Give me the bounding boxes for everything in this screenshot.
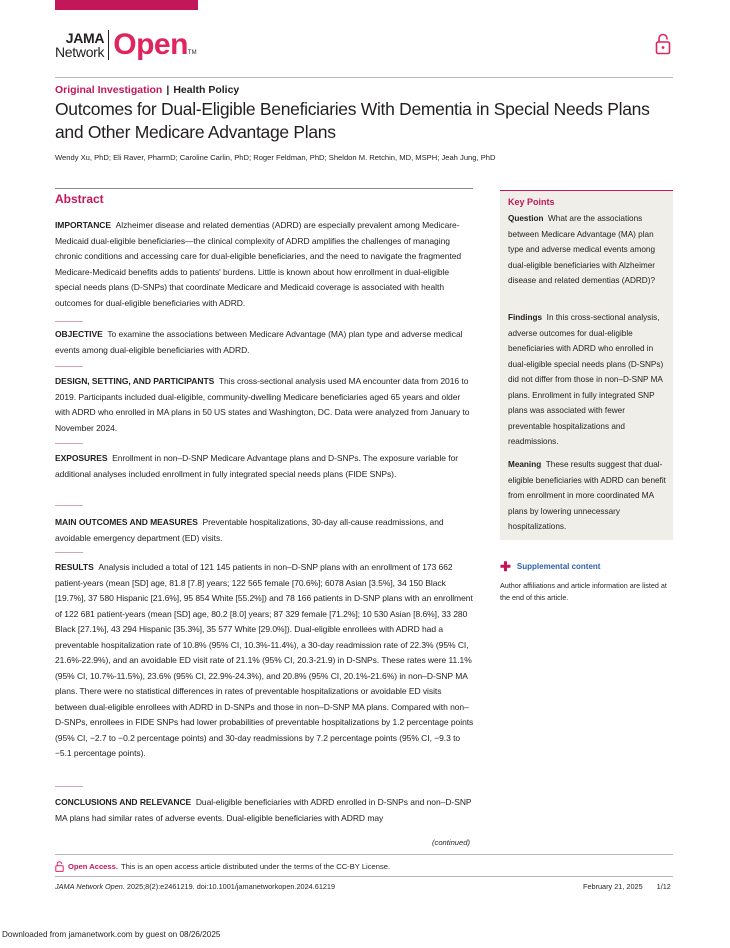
key-point-label: Meaning	[508, 460, 542, 469]
lock-open-icon	[55, 861, 64, 872]
supplemental-content-link[interactable]	[500, 560, 600, 573]
footer-top-rule	[55, 854, 673, 855]
section-divider	[55, 321, 83, 322]
author-list: Wendy Xu, PhD; Eli Raver, PharmD; Caroline Carlin, PhD; Roger Feldman, PhD; Sheldon M. Retchin, MD, MSPH; Jeah Jung, PhD	[55, 153, 496, 162]
key-point-label: Question	[508, 214, 544, 223]
logo-divider	[108, 30, 109, 60]
abstract-rule	[55, 188, 473, 189]
article-type[interactable]: Original Investigation	[55, 84, 163, 96]
key-point-text: What are the associations between Medicare Advantage (MA) plan type and adverse medical events among dual-eligible beneficiaries with Alzheimer disease and related dementias (ADRD)?	[508, 214, 656, 285]
section-label: CONCLUSIONS AND RELEVANCE	[55, 797, 192, 807]
section-divider	[55, 505, 83, 506]
logo-network-text: Network	[55, 44, 105, 60]
footer-citation-text: 2025;8(2):e2461219. doi:10.1001/jamanetworkopen.2024.61219	[126, 882, 336, 891]
footer-date-page	[583, 882, 671, 891]
continued-note: (continued)	[432, 838, 470, 847]
key-point-question	[508, 211, 668, 289]
section-divider	[55, 366, 83, 367]
key-point-text: These results suggest that dual-eligible beneficiaries with ADRD can benefit from enrollment in more coordinated MA plans by lowering unnecessary hospitalizations.	[508, 460, 666, 531]
article-title: Outcomes for Dual-Eligible Beneficiaries With Dementia in Special Needs Plans and Other Medicare Advantage Plans	[55, 99, 650, 142]
footer-page: 1/12	[656, 882, 671, 891]
section-label: DESIGN, SETTING, AND PARTICIPANTS	[55, 376, 215, 386]
open-access-line	[55, 861, 390, 872]
footer-date: February 21, 2025	[583, 882, 643, 891]
footer-rule	[55, 876, 673, 877]
section-separator: |	[166, 84, 170, 96]
section-label: EXPOSURES	[55, 453, 108, 463]
download-note: Downloaded from jamanetwork.com by guest on 08/26/2025	[2, 930, 221, 939]
footer-citation	[55, 882, 335, 891]
section-text: Preventable hospitalizations, 30-day all-cause readmissions, and avoidable emergency department (ED) visits.	[55, 517, 444, 543]
abstract-outcomes	[55, 515, 475, 546]
top-accent-bar	[55, 0, 198, 10]
key-points-panel	[500, 190, 673, 540]
plus-icon: ✚	[500, 559, 511, 574]
abstract-importance	[55, 218, 475, 311]
key-point-meaning	[508, 457, 668, 535]
lock-open-icon	[655, 33, 671, 55]
section-text: Enrollment in non–D-SNP Medicare Advantage plans and D-SNPs. The exposure variable for additional analyses included enrollment in fully integrated special needs plans (FIDE SNPs).	[55, 453, 459, 479]
article-subject[interactable]: Health Policy	[173, 84, 240, 96]
section-text: To examine the associations between Medicare Advantage (MA) plan type and adverse medical events among dual-eligible beneficiaries with ADRD.	[55, 329, 463, 355]
section-text: This cross-sectional analysis used MA encounter data from 2016 to 2019. Participants included dual-eligible, community-dwelling Medicare beneficiaries aged 65 years and older with ADRD who enrolled in MA plans in 50 US states and Washington, DC. Data were analyzed from January to November 2024.	[55, 376, 470, 433]
section-label: RESULTS	[55, 562, 94, 572]
section-text: Alzheimer disease and related dementias (ADRD) are especially prevalent among Medicare-Medicaid dual-eligible beneficiaries—the clinical complexity of ADRD amplifies the challenges of managing chronic conditions and accessing care for dual-eligible beneficiaries, and the need to navigate the fragmented Medicare-Medicaid benefits adds to patients' burdens. Little is known about how enrollment in dual-eligible special needs plans (D-SNPs) that coordinate Medicare and Medicaid coverage is associated with health outcomes for dual-eligible beneficiaries with ADRD.	[55, 220, 462, 308]
section-divider	[55, 786, 83, 787]
journal-logo[interactable]	[55, 28, 197, 62]
supplemental-label: Supplemental content	[516, 562, 601, 571]
open-access-label[interactable]: Open Access.	[68, 862, 118, 871]
logo-jama-text: JAMA	[65, 30, 105, 46]
section-divider	[55, 443, 83, 444]
abstract-objective	[55, 327, 475, 358]
open-access-text: This is an open access article distributed under the terms of the CC-BY License.	[120, 862, 391, 871]
affiliations-note: Author affiliations and article information are listed at the end of this article.	[500, 581, 667, 602]
section-text: Analysis included a total of 121 145 patients in non–D-SNP plans with an enrollment of 173 662 patient-years (mean [SD] age, 81.8 [7.8] years; 122 565 female [70.6%]; 6078 Asian [3.5%], 34 150 Black [19.7%], 37 580 Hispanic [21.6%], 95 854 White [55.2%]) and 78 166 patients in D-SNP plans with an enrollment of 122 681 patient-years (mean [SD] age, 80.2 [8.0] years; 87 329 female [71.2%]; 10 530 Asian [8.6%], 33 280 Black [27.1%], 43 294 Hispanic [35.3%], 35 577 White [29.0%]). Dual-eligible enrollees with ADRD had a preventable hospitalization rate of 10.8% (95% CI, 10.3%-11.4%), a 30-day readmission rate of 22.3% (95% CI, 21.6%-22.9%), and an avoidable ED visit rate of 21.1% (95% CI, 20.3-21.9) in D-SNPs. These rates were 11.1% (95% CI, 10.7%-11.5%), 23.6% (95% CI, 22.9%-24.3%), and 20.8% (95% CI, 20.1%-21.6%) in non–D-SNP MA plans. There were no statistical differences in rates of preventable hospitalizations or avoidable ED visits between dual-eligible enrollees with ADRD in D-SNPs and those in non–D-SNP MA plans. Compared with non–D-SNPs, enrollees in FIDE SNPs had lower probabilities of preventable hospitalizations by 1.2 percentage points (95% CI, −2.7 to −0.2 percentage points) and 30-day readmissions by 7.2 percentage points (95% CI, −9.3 to −5.1 percentage points).	[55, 562, 474, 758]
footer-journal: JAMA Network Open.	[55, 882, 125, 891]
abstract-design	[55, 374, 475, 436]
abstract-heading: Abstract	[55, 192, 104, 206]
section-divider	[55, 552, 83, 553]
logo-trademark: TM	[187, 50, 197, 56]
section-label: IMPORTANCE	[55, 220, 112, 230]
logo-open-text: Open	[113, 28, 188, 61]
key-points-title: Key Points	[508, 197, 555, 207]
section-label: OBJECTIVE	[55, 329, 103, 339]
section-label: MAIN OUTCOMES AND MEASURES	[55, 517, 198, 527]
key-point-label: Findings	[508, 313, 543, 322]
key-point-findings	[508, 310, 668, 450]
abstract-exposures	[55, 451, 475, 482]
key-point-text: In this cross-sectional analysis, adverse outcomes for dual-eligible beneficiaries with ADRD who enrolled in dual-eligible special needs plans (D-SNPs) did not differ from those in non–D-SNP MA plans. Enrollment in fully integrated SNP plans was associated with fewer preventable hospitalizations and readmissions.	[508, 313, 664, 446]
section-text: Dual-eligible beneficiaries with ADRD enrolled in D-SNPs and non–D-SNP MA plans had similar rates of adverse events. Dual-eligible beneficiaries with ADRD may	[55, 797, 472, 823]
abstract-results	[55, 560, 475, 762]
article-section-line	[55, 84, 239, 96]
header-rule	[55, 77, 673, 78]
abstract-conclusions	[55, 795, 475, 826]
